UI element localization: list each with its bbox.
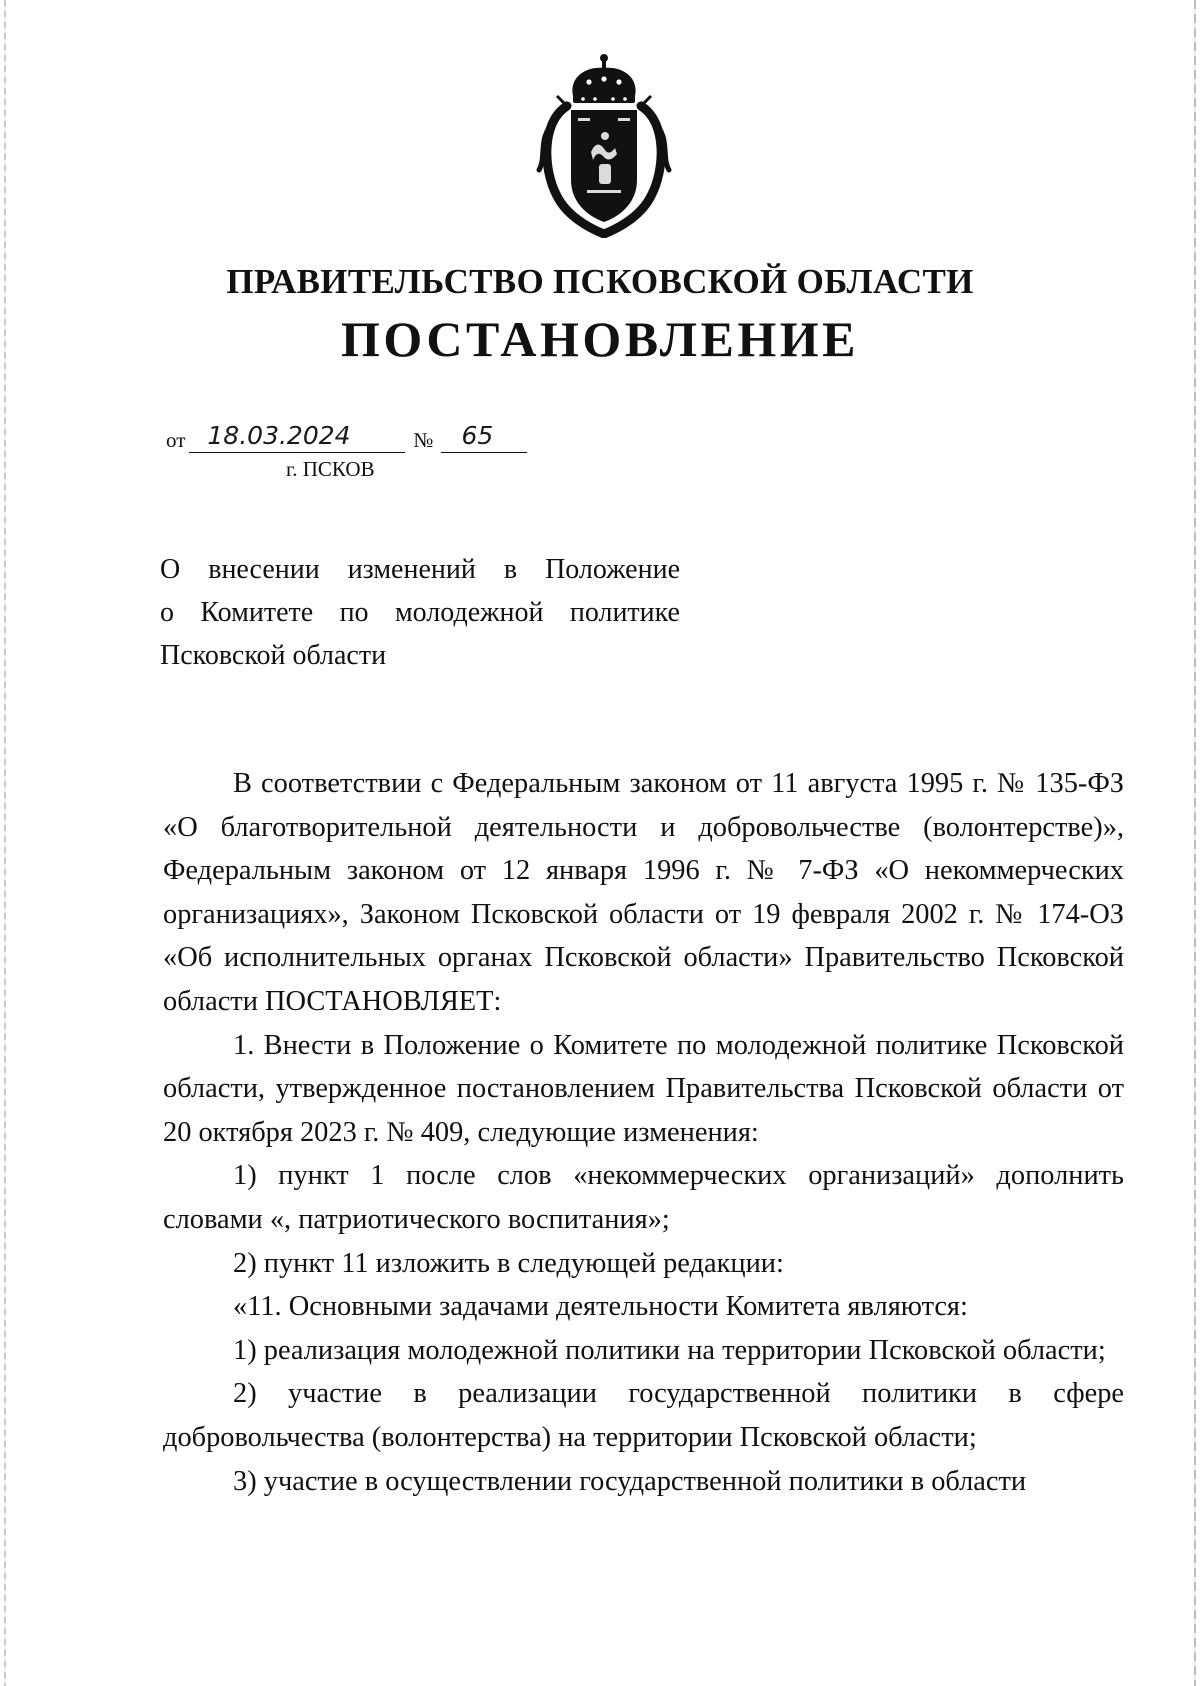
number-value: 65 [441, 420, 527, 453]
paragraph-item-1: 1. Внести в Положение о Комитете по молодежной политике Псковской области, утвержденное постановлением Правительства Псковской области от 20 октября 2023 г. № 409, следующие изменения: [163, 1029, 1124, 1148]
document-type: ПОСТАНОВЛЕНИЕ [341, 311, 859, 367]
date-label: от [166, 428, 186, 452]
subject-line: о Комитете по молодежной политике [160, 597, 680, 628]
paragraph-preamble: В соответствии с Федеральным законом от 11 августа 1995 г. № 135-ФЗ «О благотворительной деятельности и добровольчестве (волонтерстве)», Федеральным законом от 12 января 1996 г. № 7-ФЗ «О некоммерческих организациях», Законом Псковской области от 19 февраля 2002 г. № 174-ОЗ «Об исполнительных органах Псковской области» Правительство Псковской области ПОСТАНОВЛЯЕТ: [163, 768, 1124, 1017]
date-value: 18.03.2024 [189, 420, 405, 453]
subject-line: Псковской области [160, 640, 387, 671]
organization-name: ПРАВИТЕЛЬСТВО ПСКОВСКОЙ ОБЛАСТИ [226, 262, 974, 301]
paragraph-quote-start: «11. Основными задачами деятельности Комитета являются: [233, 1291, 968, 1323]
document-body [163, 762, 1124, 1503]
paragraph-subitem: 1) пункт 1 после слов «некоммерческих организаций» дополнить словами «, патриотического воспитания»; [163, 1160, 1124, 1235]
coat-of-arms-emblem [533, 52, 675, 238]
registration-line [166, 420, 527, 462]
document-subject [160, 548, 680, 677]
city-label: г. ПСКОВ [286, 457, 375, 481]
subject-line: О внесении изменений в Положение [160, 554, 680, 585]
number-label: № [413, 428, 434, 452]
paragraph-subitem: 2) пункт 11 изложить в следующей редакции: [233, 1247, 784, 1279]
scan-edge-left [4, 0, 6, 1686]
paragraph-task: 3) участие в осуществлении государственной политики в области [233, 1465, 1027, 1497]
paragraph-task: 2) участие в реализации государственной политики в сфере добровольчества (волонтерства) на территории Псковской области; [163, 1378, 1124, 1453]
scan-edge-right [1194, 0, 1196, 1686]
paragraph-task: 1) реализация молодежной политики на территории Псковской области; [233, 1334, 1106, 1366]
